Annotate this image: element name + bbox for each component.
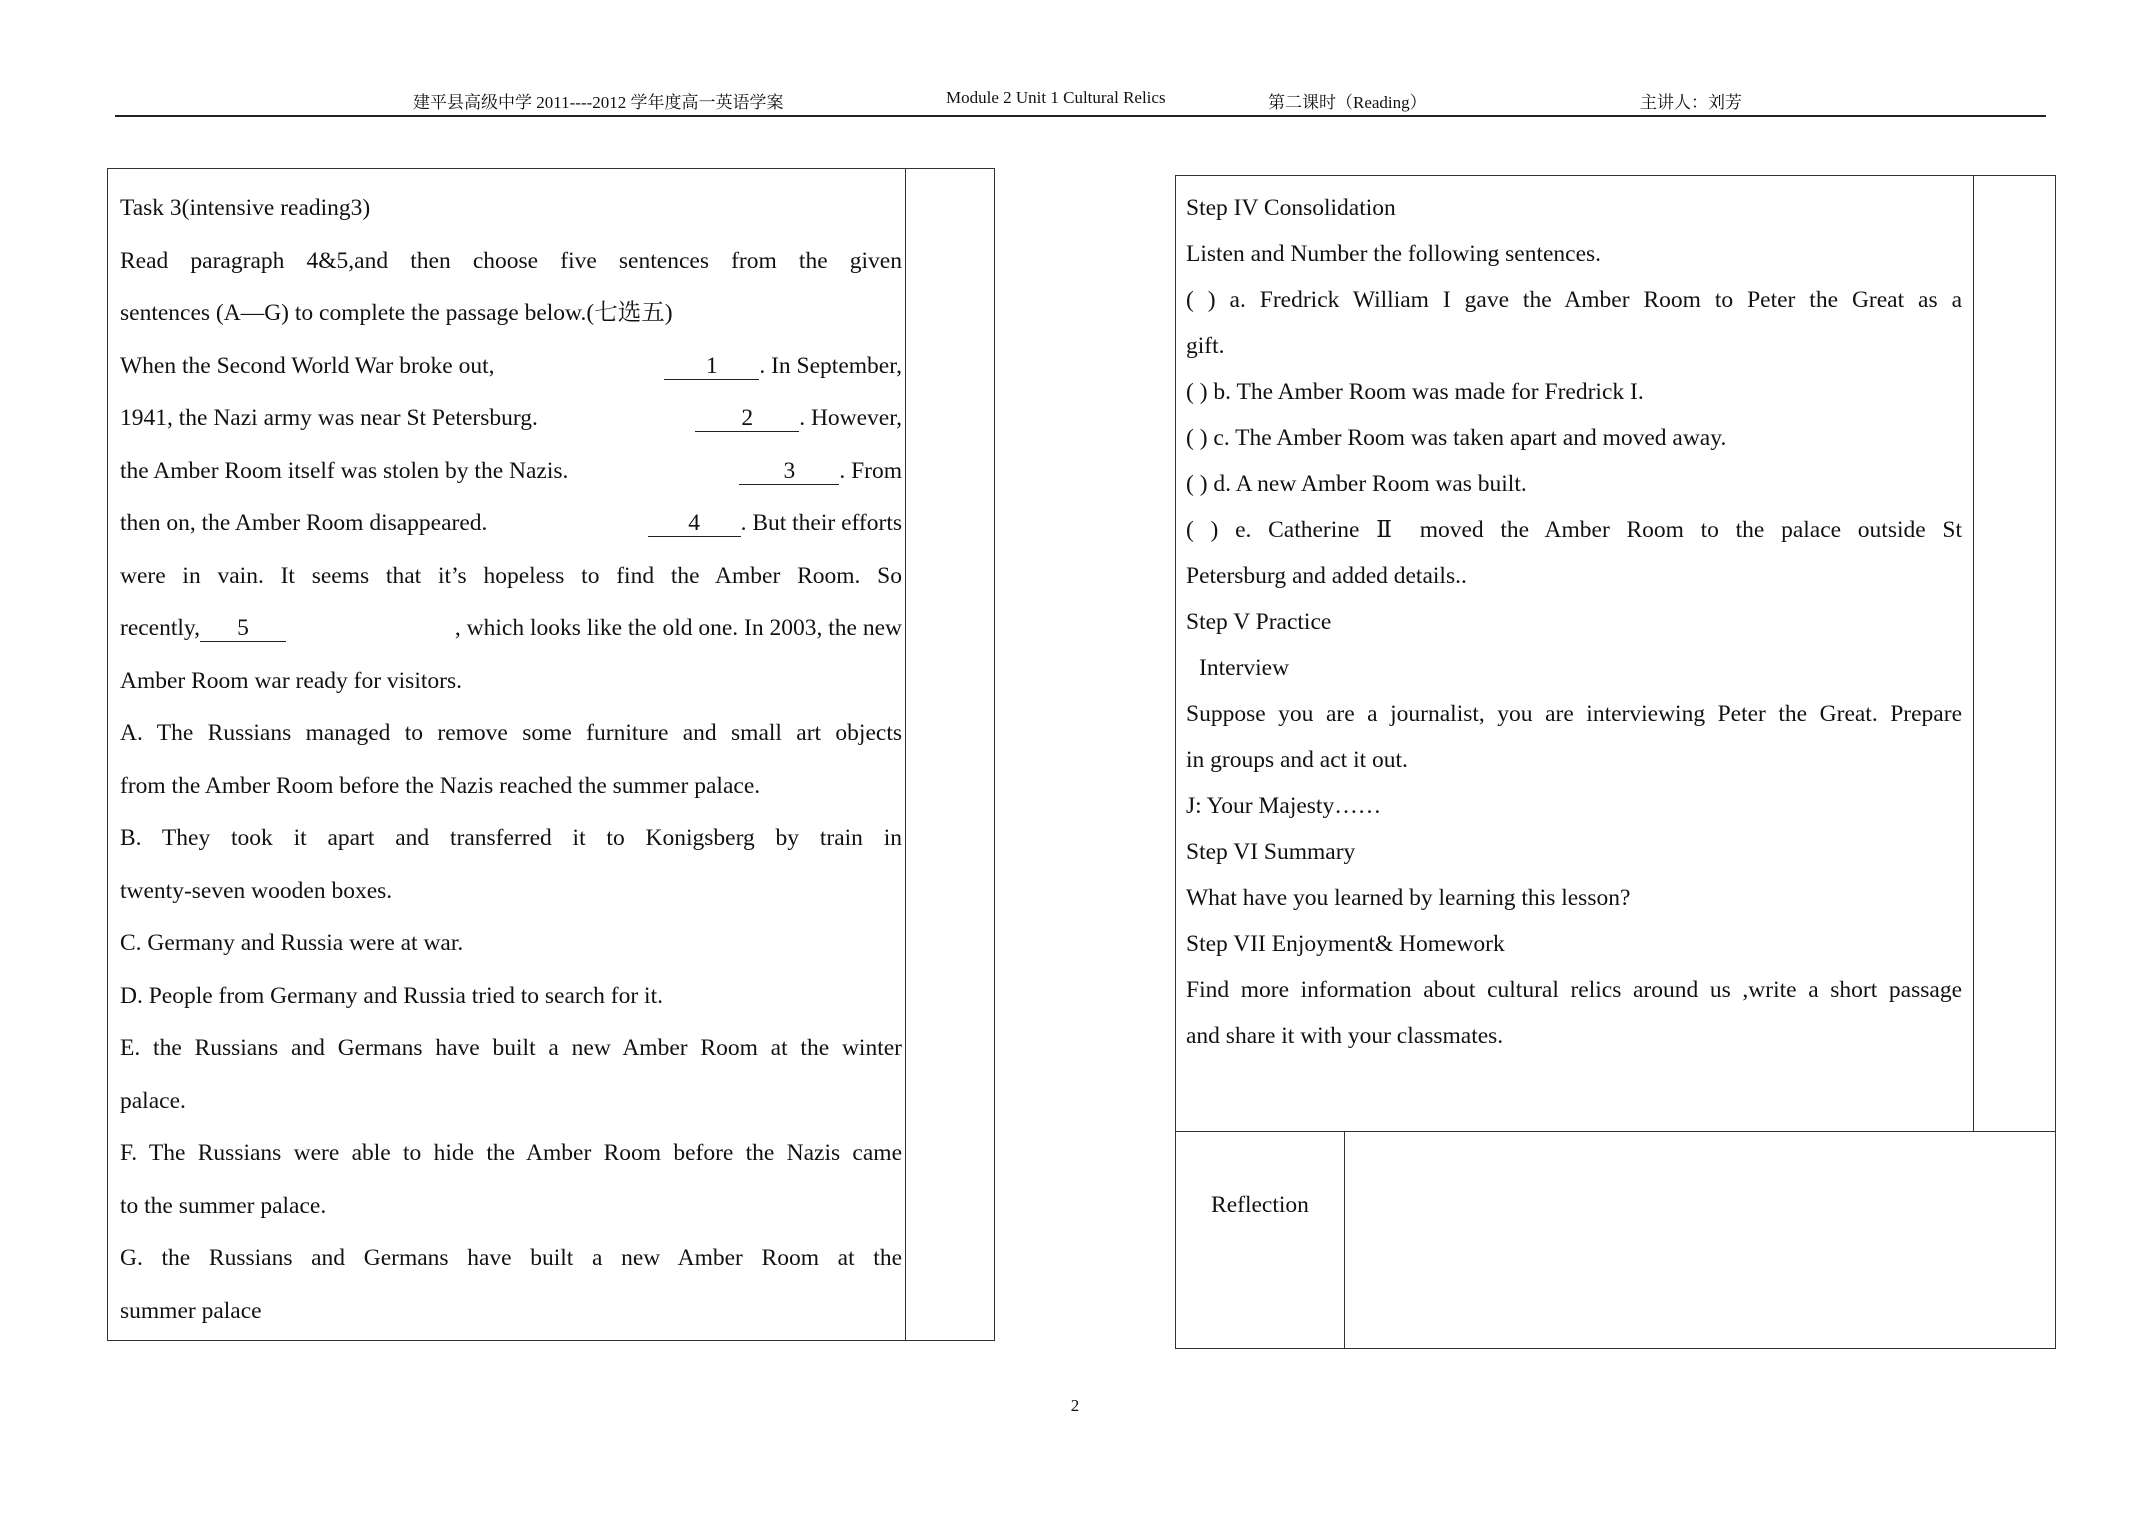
homework-line-2: and share it with your classmates. <box>1186 1023 1504 1049</box>
listen-instruction: Listen and Number the following sentences. <box>1186 241 1602 267</box>
header-school: 建平县高级中学 2011----2012 学年度高一英语学案 <box>413 93 784 112</box>
answer-blank-1[interactable]: 1 <box>664 355 759 380</box>
header-teacher: 主讲人：刘芳 <box>1640 93 1742 112</box>
step6-heading: Step VI Summary <box>1186 839 1356 865</box>
option-e-line-2: palace. <box>120 1087 186 1114</box>
option-d: D. People from Germany and Russia tried to search for it. <box>120 982 663 1009</box>
item-d: ( ) d. A new Amber Room was built. <box>1186 471 1527 497</box>
answer-blank-2[interactable]: 2 <box>695 407 799 432</box>
passage-text: the Amber Room itself was stolen by the Nazis. <box>120 457 569 484</box>
left-task-content <box>120 169 902 1337</box>
passage-text: . In September, <box>759 352 902 379</box>
passage-text: . From <box>839 457 902 484</box>
item-a-line-1: ( ) a. Fredrick William I gave the Amber Room to Peter the Great as a <box>1186 287 1962 313</box>
option-b-line-2: twenty-seven wooden boxes. <box>120 877 393 904</box>
answer-blank-4[interactable]: 4 <box>648 512 741 537</box>
homework-line-1: Find more information about cultural relics around us ,write a short passage <box>1186 977 1962 1003</box>
page-number: 2 <box>1070 1396 1080 1415</box>
suppose-line-1: Suppose you are a journalist, you are interviewing Peter the Great. Prepare <box>1186 701 1962 727</box>
passage-text: 1941, the Nazi army was near St Petersburg. <box>120 405 538 431</box>
option-g-line-1: G. the Russians and Germans have built a new Amber Room at the <box>120 1245 902 1271</box>
passage-text: When the Second World War broke out, <box>120 352 495 379</box>
passage-text: . However, <box>799 405 902 431</box>
header-module: Module 2 Unit 1 Cultural Relics <box>946 88 1166 107</box>
passage-text: , which looks like the old one. In 2003, the new <box>454 615 902 641</box>
answer-blank-3[interactable]: 3 <box>739 460 839 485</box>
option-b-line-1: B. They took it apart and transferred it to Konigsberg by train in <box>120 825 902 851</box>
reflection-label-divider <box>1344 1131 1345 1348</box>
option-f-line-2: to the summer palace. <box>120 1192 327 1219</box>
passage-line-1 <box>120 340 902 393</box>
task-title: Task 3(intensive reading3) <box>120 195 371 221</box>
passage-line-7: Amber Room war ready for visitors. <box>120 667 462 694</box>
reflection-divider <box>1176 1131 2055 1132</box>
step4-heading: Step IV Consolidation <box>1186 195 1396 221</box>
item-b: ( ) b. The Amber Room was made for Fredrick I. <box>1186 379 1644 405</box>
instruction-line-2: sentences (A—G) to complete the passage below.(七选五) <box>120 300 673 326</box>
left-task-box <box>107 168 995 1341</box>
left-margin-divider <box>905 169 906 1340</box>
item-c: ( ) c. The Amber Room was taken apart and moved away. <box>1186 425 1727 451</box>
option-a-line-2: from the Amber Room before the Nazis reached the summer palace. <box>120 772 761 799</box>
passage-line-4 <box>120 497 902 550</box>
option-e-line-1: E. the Russians and Germans have built a new Amber Room at the winter <box>120 1035 902 1061</box>
passage-text: . But their efforts <box>740 510 902 536</box>
option-g-line-2: summer palace <box>120 1297 262 1324</box>
reflection-area[interactable] <box>1346 1133 2055 1348</box>
header-lesson: 第二课时（Reading） <box>1268 93 1427 112</box>
passage-line-6 <box>120 602 902 655</box>
option-a-line-1: A. The Russians managed to remove some furniture and small art objects <box>120 720 902 746</box>
option-c: C. Germany and Russia were at war. <box>120 930 464 956</box>
passage-line-5: were in vain. It seems that it’s hopeless to find the Amber Room. So <box>120 562 902 589</box>
passage-text: recently, <box>120 615 201 641</box>
item-a-line-2: gift. <box>1186 333 1225 359</box>
header-rule <box>115 115 2046 117</box>
passage-text: then on, the Amber Room disappeared. <box>120 510 488 536</box>
passage-line-2 <box>120 392 902 445</box>
step5-heading: Step V Practice <box>1186 609 1332 635</box>
passage-line-3 <box>120 445 902 498</box>
answer-blank-5[interactable]: 5 <box>200 617 286 642</box>
suppose-line-2: in groups and act it out. <box>1186 747 1408 773</box>
right-steps-content <box>1186 176 1962 1059</box>
journalist-line: J: Your Majesty…… <box>1186 793 1382 819</box>
summary-question: What have you learned by learning this lesson? <box>1186 885 1631 911</box>
step7-heading: Step VII Enjoyment& Homework <box>1186 931 1505 957</box>
right-steps-box <box>1175 175 2056 1349</box>
item-e-line-2: Petersburg and added details.. <box>1186 563 1467 589</box>
option-f-line-1: F. The Russians were able to hide the Amber Room before the Nazis came <box>120 1140 902 1166</box>
right-margin-divider <box>1973 176 1974 1131</box>
item-e-line-1: ( ) e. Catherine Ⅱ moved the Amber Room to the palace outside St <box>1186 517 1962 543</box>
reflection-label: Reflection <box>1211 1192 1309 1218</box>
interview-label: Interview <box>1199 655 1290 681</box>
instruction-line-1: Read paragraph 4&5,and then choose five sentences from the given <box>120 247 902 274</box>
